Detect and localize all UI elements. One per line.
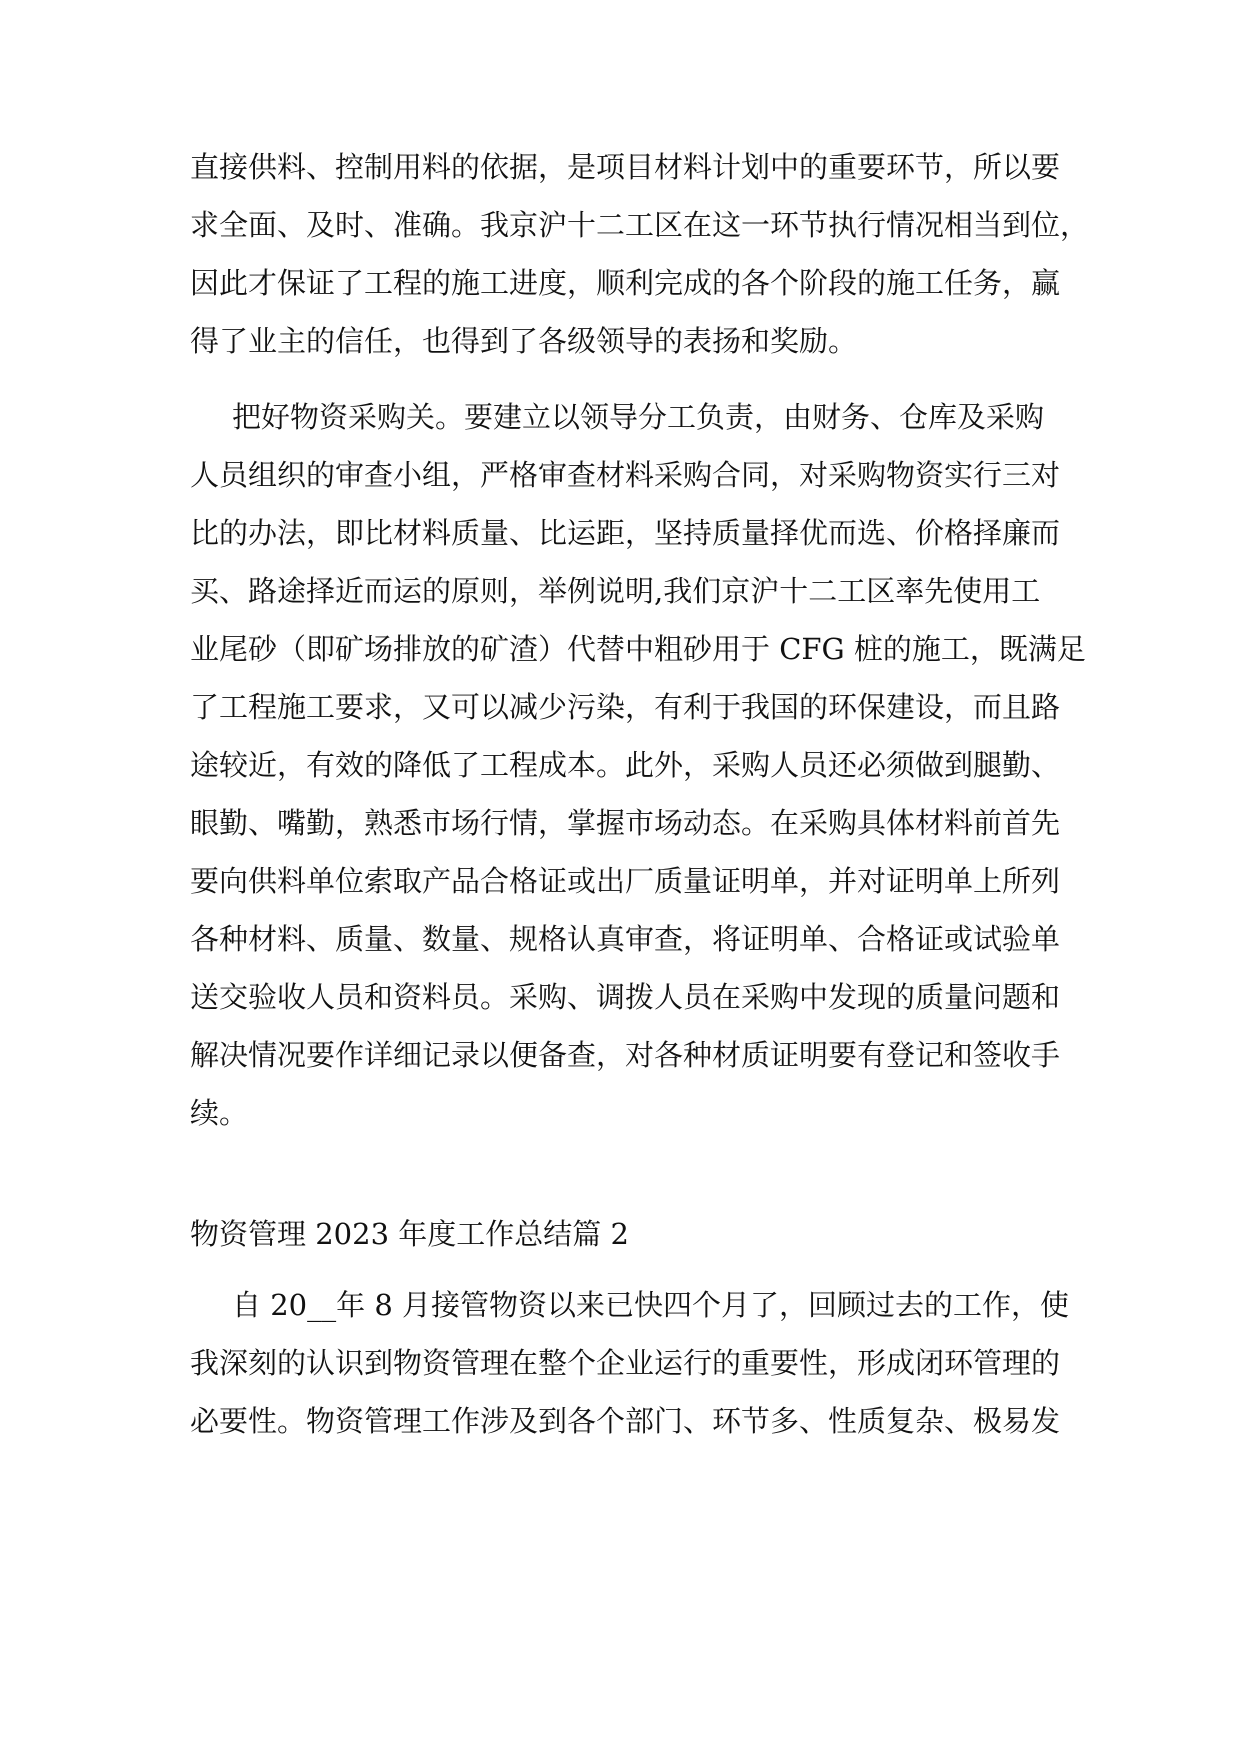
- paragraph-line: 了工程施工要求，又可以减少污染，有利于我国的环保建设，而且路: [190, 690, 1061, 724]
- paragraph-line: 得了业主的信任，也得到了各级领导的表扬和奖励。: [190, 324, 858, 358]
- paragraph-line: 必要性。物资管理工作涉及到各个部门、环节多、性质复杂、极易发: [190, 1404, 1061, 1438]
- paragraph-line: 送交验收人员和资料员。采购、调拨人员在采购中发现的质量问题和: [190, 980, 1061, 1014]
- paragraph-line: 人员组织的审查小组，严格审查材料采购合同，对采购物资实行三对: [190, 458, 1061, 492]
- section-heading: 物资管理 2023 年度工作总结篇 2: [190, 1217, 629, 1251]
- paragraph-line: 解决情况要作详细记录以便备查，对各种材质证明要有登记和签收手: [190, 1038, 1061, 1072]
- paragraph-line: 自 20__年 8 月接管物资以来已快四个月了，回顾过去的工作，使: [232, 1288, 1070, 1322]
- paragraph-line: 把好物资采购关。要建立以领导分工负责，由财务、仓库及采购: [232, 400, 1045, 434]
- paragraph-line: 业尾砂（即矿场排放的矿渣）代替中粗砂用于 CFG 桩的施工，既满足: [190, 632, 1086, 666]
- paragraph-line: 眼勤、嘴勤，熟悉市场行情，掌握市场动态。在采购具体材料前首先: [190, 806, 1061, 840]
- paragraph-line: 比的办法，即比材料质量、比运距，坚持质量择优而选、价格择廉而: [190, 516, 1061, 550]
- paragraph-line: 因此才保证了工程的施工进度，顺利完成的各个阶段的施工任务，赢: [190, 266, 1061, 300]
- paragraph-line: 直接供料、控制用料的依据，是项目材料计划中的重要环节，所以要: [190, 150, 1061, 184]
- paragraph-line: 求全面、及时、准确。我京沪十二工区在这一环节执行情况相当到位，: [190, 208, 1090, 242]
- paragraph-line: 途较近，有效的降低了工程成本。此外，采购人员还必须做到腿勤、: [190, 748, 1061, 782]
- paragraph-line: 我深刻的认识到物资管理在整个企业运行的重要性，形成闭环管理的: [190, 1346, 1061, 1380]
- paragraph-line: 买、路途择近而运的原则，举例说明,我们京沪十二工区率先使用工: [190, 574, 1041, 608]
- paragraph-line: 要向供料单位索取产品合格证或出厂质量证明单，并对证明单上所列: [190, 864, 1061, 898]
- paragraph-line: 续。: [190, 1096, 249, 1130]
- paragraph-line: 各种材料、质量、数量、规格认真审查，将证明单、合格证或试验单: [190, 922, 1061, 956]
